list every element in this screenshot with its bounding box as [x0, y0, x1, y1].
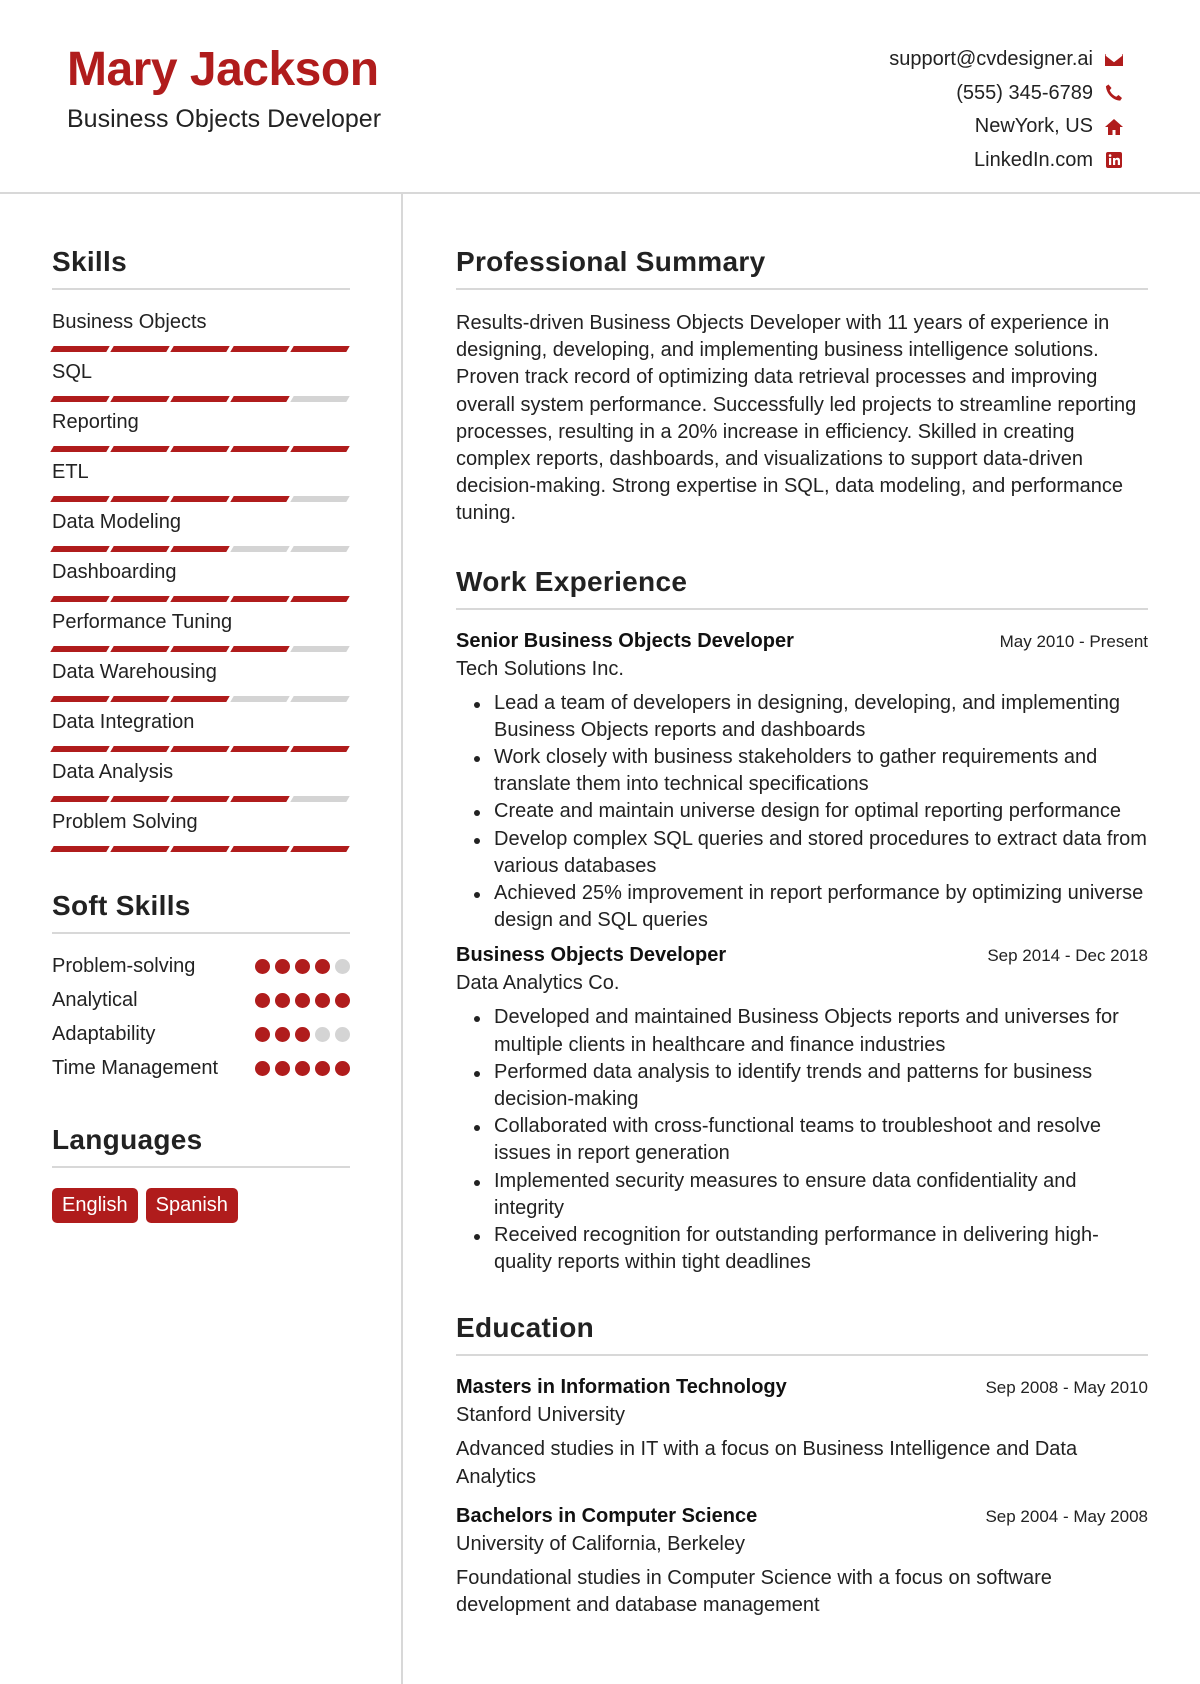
contact-phone[interactable] — [889, 77, 1125, 111]
skill-level-segment — [110, 846, 169, 852]
language-tag: Spanish — [146, 1188, 238, 1223]
resume-header — [0, 0, 1200, 194]
rating-dot — [255, 993, 270, 1008]
skill-level-segment — [170, 496, 229, 502]
contact-email[interactable] — [889, 43, 1125, 77]
linkedin-icon — [1103, 149, 1125, 171]
skill-level-bar — [52, 396, 350, 402]
candidate-name: Mary Jackson — [67, 43, 379, 96]
skill-level-segment — [50, 646, 109, 652]
job-bullet: Work closely with business stakeholders to gather requirements and translate them into technical specifications — [494, 744, 1148, 798]
skill-item — [52, 558, 350, 608]
skill-level-bar — [52, 746, 350, 752]
rating-dot — [315, 1027, 330, 1042]
skill-level-segment — [230, 446, 289, 452]
skill-level-segment — [230, 346, 289, 352]
soft-skills-heading: Soft Skills — [52, 890, 350, 934]
skill-item — [52, 308, 350, 358]
skill-level-segment — [110, 746, 169, 752]
soft-skill-rating — [255, 1027, 350, 1042]
skill-level-segment — [230, 746, 289, 752]
rating-dot — [315, 959, 330, 974]
skill-name: Problem Solving — [52, 811, 198, 833]
school-name: Stanford University — [456, 1404, 625, 1427]
skill-level-segment — [50, 796, 109, 802]
rating-dot — [275, 993, 290, 1008]
skill-name: Performance Tuning — [52, 611, 233, 633]
skill-level-bar — [52, 646, 350, 652]
education-section — [456, 1312, 1148, 1619]
job-bullet: Achieved 25% improvement in report performance by optimizing universe design and SQL queries — [494, 880, 1148, 934]
rating-dot — [335, 1061, 350, 1076]
rating-dot — [295, 1061, 310, 1076]
soft-skill-item — [52, 1020, 350, 1054]
education-heading: Education — [456, 1312, 1148, 1356]
skill-level-segment — [290, 846, 349, 852]
job-bullets — [456, 690, 1148, 935]
skill-name: Data Analysis — [52, 761, 174, 783]
skill-level-segment — [170, 746, 229, 752]
contact-location — [889, 110, 1125, 144]
skill-level-segment — [170, 646, 229, 652]
school-name: University of California, Berkeley — [456, 1532, 745, 1555]
skill-level-segment — [110, 646, 169, 652]
education-list — [456, 1376, 1148, 1619]
skill-item — [52, 408, 350, 458]
education-header — [456, 1505, 1148, 1528]
job-bullet: Lead a team of developers in designing, developing, and implementing Business Objects reports and dashboards — [494, 690, 1148, 744]
education-date: Sep 2004 - May 2008 — [985, 1506, 1148, 1526]
skill-level-segment — [110, 346, 169, 352]
skill-level-segment — [290, 496, 349, 502]
skill-level-segment — [170, 346, 229, 352]
degree-title: Masters in Information Technology — [456, 1376, 787, 1399]
skill-level-bar — [52, 496, 350, 502]
skill-level-segment — [230, 496, 289, 502]
languages-list — [52, 1188, 350, 1223]
soft-skill-name: Adaptability — [52, 1023, 156, 1045]
work-heading: Work Experience — [456, 566, 1148, 610]
languages-section — [52, 1124, 350, 1223]
skill-level-segment — [230, 546, 289, 552]
soft-skill-item — [52, 986, 350, 1020]
skill-level-segment — [110, 796, 169, 802]
rating-dot — [275, 959, 290, 974]
job-entry — [456, 630, 1148, 935]
skill-level-segment — [50, 496, 109, 502]
work-section — [456, 566, 1148, 1277]
phone-icon — [1103, 82, 1125, 104]
skill-level-bar — [52, 596, 350, 602]
soft-skills-section — [52, 890, 350, 1088]
skill-level-segment — [290, 446, 349, 452]
soft-skill-rating — [255, 993, 350, 1008]
soft-skill-name: Problem-solving — [52, 955, 196, 977]
skill-level-segment — [290, 596, 349, 602]
summary-text: Results-driven Business Objects Developer with 11 years of experience in designing, developing, and implementing business intelligence solutions. Proven track record of optimizing data retrieval processes and improving overall system performance. Successfully led projects to streamline reporting processes, resulting in a 20% increase in efficiency. Skilled in creating complex reports, dashboards, and visualizations to support data-driven decision-making. Strong expertise in SQL, data modeling, and performance tuning. — [456, 312, 1137, 525]
languages-heading: Languages — [52, 1124, 350, 1168]
skill-item — [52, 758, 350, 808]
skill-item — [52, 658, 350, 708]
skills-heading: Skills — [52, 246, 350, 290]
soft-skill-name: Analytical — [52, 989, 138, 1011]
envelope-icon — [1103, 49, 1125, 71]
skill-item — [52, 458, 350, 508]
skill-level-segment — [110, 696, 169, 702]
job-company: Data Analytics Co. — [456, 972, 620, 995]
skill-level-segment — [230, 696, 289, 702]
job-bullet: Received recognition for outstanding performance in delivering high-quality reports within tight deadlines — [494, 1222, 1148, 1276]
soft-skills-list — [52, 952, 350, 1088]
job-date: Sep 2014 - Dec 2018 — [987, 946, 1148, 966]
skill-level-segment — [50, 546, 109, 552]
skill-level-segment — [50, 596, 109, 602]
soft-skill-item — [52, 1054, 350, 1088]
rating-dot — [335, 959, 350, 974]
skill-level-segment — [110, 546, 169, 552]
skill-item — [52, 358, 350, 408]
skill-name: Business Objects — [52, 311, 207, 333]
skill-level-segment — [170, 846, 229, 852]
skills-section — [52, 246, 350, 858]
skill-item — [52, 808, 350, 858]
skill-name: Reporting — [52, 411, 139, 433]
job-header — [456, 944, 1148, 967]
rating-dot — [335, 993, 350, 1008]
education-description: Foundational studies in Computer Science with a focus on software development and database management — [456, 1566, 1052, 1617]
rating-dot — [315, 1061, 330, 1076]
education-entry — [456, 1505, 1148, 1619]
rating-dot — [275, 1061, 290, 1076]
rating-dot — [335, 1027, 350, 1042]
skill-level-segment — [290, 796, 349, 802]
skill-level-segment — [50, 846, 109, 852]
skill-level-segment — [50, 446, 109, 452]
skill-level-bar — [52, 546, 350, 552]
skill-level-segment — [290, 746, 349, 752]
soft-skill-name: Time Management — [52, 1057, 218, 1079]
summary-heading: Professional Summary — [456, 246, 1148, 290]
skill-name: Data Warehousing — [52, 661, 217, 683]
job-bullet: Create and maintain universe design for optimal reporting performance — [494, 798, 1148, 825]
job-bullet: Develop complex SQL queries and stored procedures to extract data from various databases — [494, 826, 1148, 880]
education-date: Sep 2008 - May 2010 — [985, 1378, 1148, 1398]
skill-level-segment — [170, 446, 229, 452]
degree-title: Bachelors in Computer Science — [456, 1504, 758, 1527]
rating-dot — [255, 1027, 270, 1042]
skill-level-segment — [290, 546, 349, 552]
skill-level-segment — [230, 396, 289, 402]
job-title: Business Objects Developer — [456, 944, 727, 967]
skill-level-bar — [52, 696, 350, 702]
jobs-list — [456, 630, 1148, 1277]
skill-level-bar — [52, 796, 350, 802]
skill-name: SQL — [52, 361, 93, 383]
skill-level-segment — [110, 596, 169, 602]
skill-item — [52, 608, 350, 658]
skill-level-segment — [230, 796, 289, 802]
skill-level-segment — [290, 396, 349, 402]
job-company: Tech Solutions Inc. — [456, 657, 624, 680]
rating-dot — [295, 959, 310, 974]
column-divider — [401, 194, 403, 1684]
right-column — [456, 246, 1148, 1633]
skill-item — [52, 708, 350, 758]
summary-section — [456, 246, 1148, 528]
education-header — [456, 1376, 1148, 1399]
candidate-title: Business Objects Developer — [67, 105, 382, 133]
job-title: Senior Business Objects Developer — [456, 629, 794, 652]
job-bullet: Collaborated with cross-functional teams to troubleshoot and resolve issues in report generation — [494, 1113, 1148, 1167]
contact-linkedin-text: LinkedIn.com — [974, 148, 1093, 171]
skill-level-segment — [230, 596, 289, 602]
job-bullets — [456, 1004, 1148, 1276]
home-icon — [1103, 116, 1125, 138]
skill-level-segment — [230, 846, 289, 852]
rating-dot — [295, 993, 310, 1008]
skill-level-segment — [290, 646, 349, 652]
skill-level-segment — [50, 346, 109, 352]
rating-dot — [255, 959, 270, 974]
left-column — [52, 246, 350, 1223]
job-bullet: Developed and maintained Business Objects reports and universes for multiple clients in healthcare and finance industries — [494, 1004, 1148, 1058]
skill-name: Data Modeling — [52, 511, 181, 533]
skill-level-segment — [50, 696, 109, 702]
skill-level-segment — [110, 396, 169, 402]
soft-skill-rating — [255, 1061, 350, 1076]
soft-skill-item — [52, 952, 350, 986]
rating-dot — [295, 1027, 310, 1042]
skill-level-segment — [170, 796, 229, 802]
skill-level-segment — [290, 346, 349, 352]
skill-level-segment — [170, 596, 229, 602]
job-header — [456, 630, 1148, 653]
skills-list — [52, 308, 350, 858]
contact-phone-text: (555) 345-6789 — [956, 81, 1093, 104]
skill-level-segment — [110, 446, 169, 452]
contact-block — [889, 43, 1125, 177]
skill-item — [52, 508, 350, 558]
skill-level-segment — [50, 396, 109, 402]
skill-level-segment — [170, 696, 229, 702]
skill-level-bar — [52, 446, 350, 452]
job-entry — [456, 944, 1148, 1276]
education-entry — [456, 1376, 1148, 1490]
skill-level-segment — [170, 546, 229, 552]
skill-level-segment — [290, 696, 349, 702]
rating-dot — [255, 1061, 270, 1076]
rating-dot — [275, 1027, 290, 1042]
skill-level-segment — [110, 496, 169, 502]
skill-level-segment — [230, 646, 289, 652]
soft-skill-rating — [255, 959, 350, 974]
skill-name: Data Integration — [52, 711, 195, 733]
rating-dot — [315, 993, 330, 1008]
skill-level-bar — [52, 846, 350, 852]
job-bullet: Implemented security measures to ensure data confidentiality and integrity — [494, 1168, 1148, 1222]
skill-level-bar — [52, 346, 350, 352]
contact-linkedin[interactable] — [889, 144, 1125, 178]
contact-email-text: support@cvdesigner.ai — [889, 48, 1093, 71]
contact-location-text: NewYork, US — [974, 115, 1093, 138]
job-date: May 2010 - Present — [999, 631, 1148, 651]
skill-name: Dashboarding — [52, 561, 177, 583]
skill-level-segment — [50, 746, 109, 752]
education-description: Advanced studies in IT with a focus on Business Intelligence and Data Analytics — [456, 1438, 1078, 1488]
job-bullet: Performed data analysis to identify trends and patterns for business decision-making — [494, 1059, 1148, 1113]
skill-name: ETL — [52, 461, 89, 483]
language-tag: English — [52, 1188, 138, 1223]
skill-level-segment — [170, 396, 229, 402]
